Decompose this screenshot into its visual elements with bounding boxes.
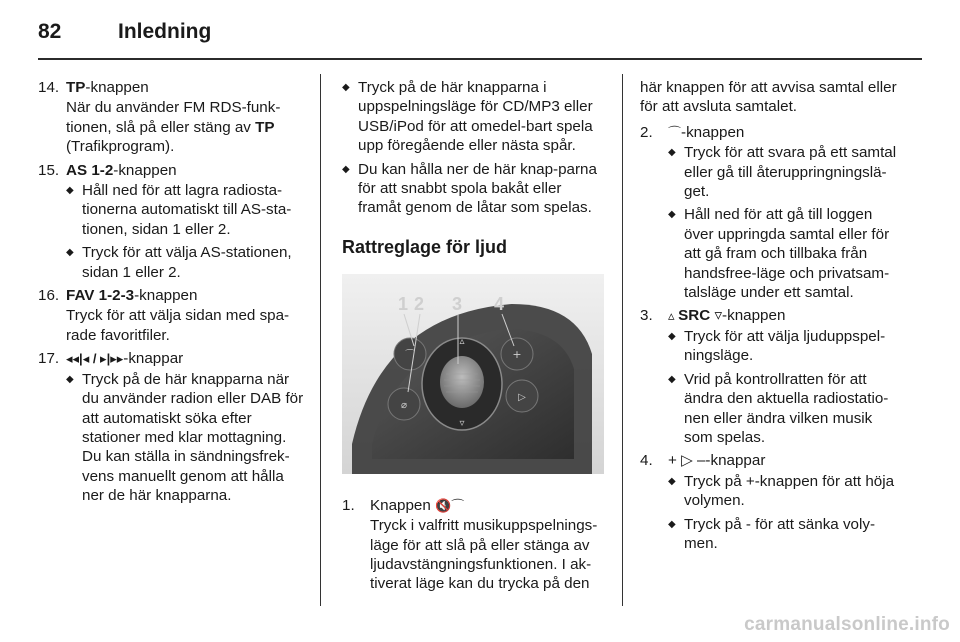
list-item-16: 16. FAV 1-2-3-knappen Tryck för att välja sidan med spa-rade favoritfiler.	[38, 286, 306, 345]
steering-wheel-controls-figure	[342, 274, 604, 474]
item-text: Tryck för att välja sidan med spa-rade favoritfiler.	[66, 307, 290, 344]
steering-wheel-illustration	[342, 274, 604, 474]
up-arrow-icon: ▵	[668, 308, 679, 324]
mute-end-call-icon: 🔇⌒	[435, 497, 465, 513]
bullet-item: ◆ Håll ned för att gå till loggen över uppringda samtal eller för att gå fram och tillbaka från handsfree-läge och privatsam-talsläge under ett samtal.	[668, 205, 904, 302]
svg-text:⌒: ⌒	[405, 349, 415, 361]
bullet-item: ◆ Du kan hålla ner de här knap-parna för att snabbt spola bakåt eller framåt genom de låtar som spelas.	[342, 160, 604, 218]
bullet-item: ◆ Tryck för att svara på ett samtal eller gå till återuppringningslä-get.	[668, 143, 904, 201]
list-item-2: 2. ⌒-knappen ◆ Tryck för att svara på ett samtal eller gå till återuppringningslä-get. ◆ Håll ned för att gå till loggen över uppringda samtal eller för att gå fram och tillbaka från handsfree-läge och privatsam-talsläge under ett samtal.	[640, 123, 904, 303]
list-item-15: 15. AS 1-2-knappen ◆ Håll ned för att lagra radiosta-tionerna automatiskt till AS-sta-tionen, sidan 1 eller 2. ◆ Tryck för att välja AS-stationen, sidan 1 eller 2.	[38, 161, 306, 282]
section-heading: Rattreglage för ljud	[342, 236, 508, 257]
svg-text:▷: ▷	[518, 391, 526, 403]
figure-label: 1	[398, 293, 409, 314]
svg-text:▿: ▿	[459, 417, 465, 429]
column-1	[38, 78, 306, 510]
item-text: Tryck i valfritt musikuppspelnings-läge för att slå på eller stänga av ljudavstängningsfunktionen. I ak-tiverat läge kan du trycka på den	[370, 517, 598, 593]
list-item-17: 17. ◂◂|◂ / ▸|▸▸-knappar ◆ Tryck på de här knapparna när du använder radion eller DAB för att automatiskt söka efter stationer med klar mottagning. Du kan ställa in sändningsfrek-vens manuellt genom att hålla ner de här knapparna.	[38, 349, 306, 505]
bullet-item: ◆ Tryck på de här knapparna när du använder radion eller DAB för att automatiskt söka efter stationer med klar mottagning. Du kan ställa in sändningsfrek-vens manuellt genom att hålla ner de här knapparna.	[66, 370, 306, 506]
phone-icon: ⌒	[668, 124, 682, 140]
bullet-item: ◆ Vrid på kontrollratten för att ändra den aktuella radiostatio-nen eller ändra vilken musik som spelas.	[668, 370, 904, 448]
volume-buttons-label: + ▷ –-knappar	[668, 452, 766, 470]
seek-buttons-icon: ◂◂|◂ / ▸|▸▸	[66, 351, 124, 367]
item-text: När du använder FM RDS-funk-tionen, slå på eller stäng av TP (Trafikprogram).	[66, 99, 281, 156]
figure-label: 4	[494, 293, 505, 314]
list-item-14: 14. TP-knappen När du använder FM RDS-funk-tionen, slå på eller stäng av TP (Trafikprogram).	[38, 78, 306, 157]
column-divider	[622, 74, 623, 606]
figure-label: 3	[452, 293, 463, 314]
page-number: 82	[38, 20, 62, 43]
page-title: Inledning	[118, 20, 212, 43]
page-header	[38, 18, 922, 60]
bullet-item: ◆ Tryck på +-knappen för att höja volymen.	[668, 472, 904, 511]
column-2	[342, 78, 604, 598]
column-divider	[320, 74, 321, 606]
svg-text:⌀: ⌀	[400, 399, 408, 411]
bullet-item: ◆ Tryck på de här knapparna i uppspelningsläge för CD/MP3 eller USB/iPod för att omedel-bart spela upp föregående eller nästa spår.	[342, 78, 604, 156]
list-item-1: 1. Knappen 🔇⌒ Tryck i valfritt musikuppspelnings-läge för att slå på eller stänga av ljudavstängningsfunktionen. I ak-tiverat läge kan du trycka på den	[342, 496, 604, 594]
bullet-item: ◆ Tryck för att välja AS-stationen, sidan 1 eller 2.	[66, 243, 306, 282]
svg-text:▵: ▵	[459, 335, 465, 347]
figure-label: 2	[414, 293, 425, 314]
column-3	[640, 78, 904, 557]
bullet-item: ◆ Håll ned för att lagra radiosta-tionerna automatiskt till AS-sta-tionen, sidan 1 eller 2.	[66, 181, 306, 239]
svg-text:+: +	[512, 347, 522, 361]
watermark: carmanualsonline.info	[744, 614, 950, 635]
list-item-4: 4. + ▷ –-knappar ◆ Tryck på +-knappen för att höja volymen. ◆ Tryck på - för att sänka voly-men.	[640, 451, 904, 553]
continued-text: här knappen för att avvisa samtal eller för att avsluta samtalet.	[640, 79, 897, 116]
list-item-3: 3. ▵ SRC ▿-knappen ◆ Tryck för att välja ljuduppspel-ningsläge. ◆ Vrid på kontrollratten för att ändra den aktuella radiostatio-nen eller ändra vilken musik som spelas.	[640, 306, 904, 447]
bullet-item: ◆ Tryck på - för att sänka voly-men.	[668, 515, 904, 554]
bullet-item: ◆ Tryck för att välja ljuduppspel-ningsläge.	[668, 327, 904, 366]
